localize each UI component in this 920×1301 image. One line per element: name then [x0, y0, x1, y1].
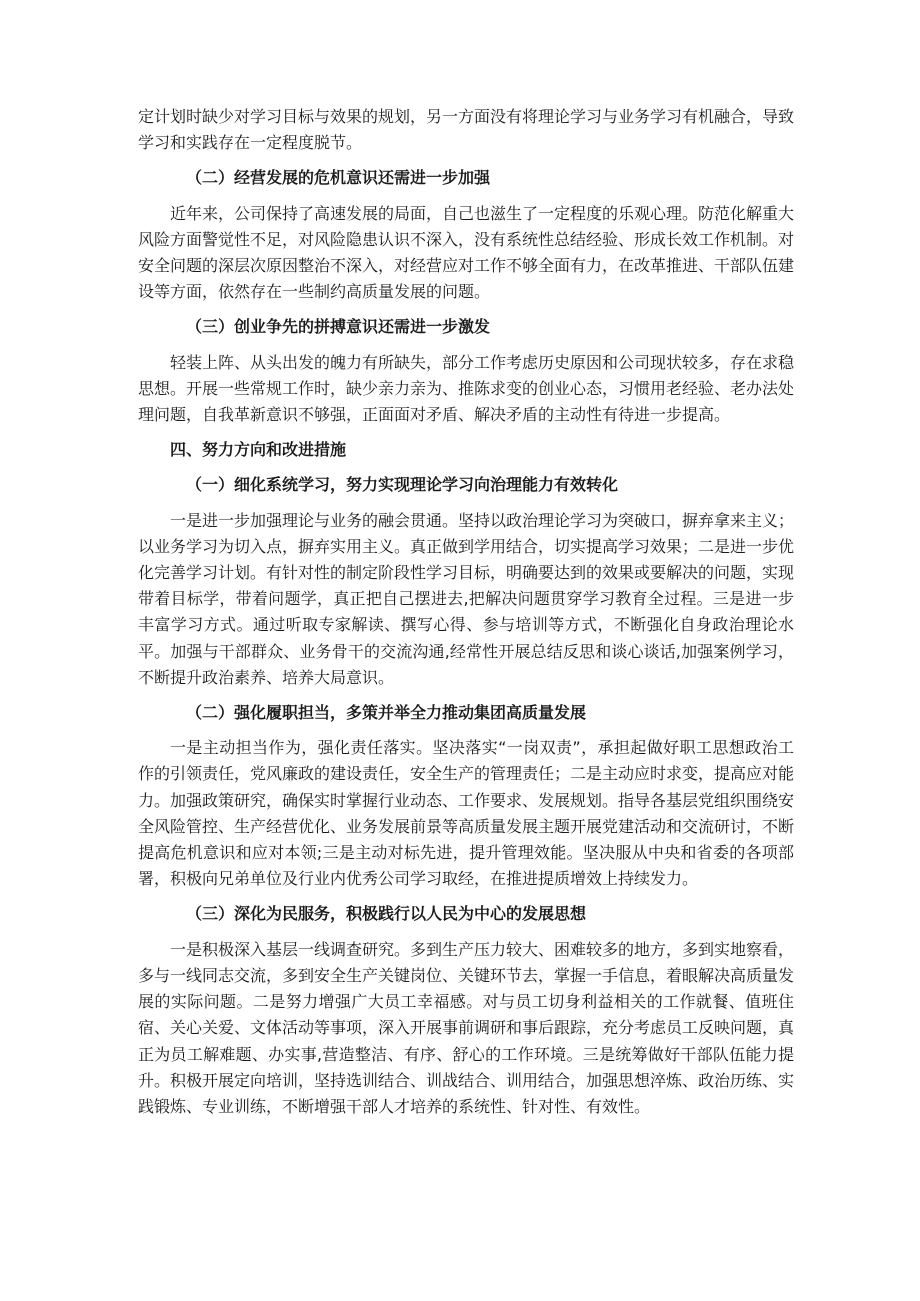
paragraph-continuation: 定计划时缺少对学习目标与效果的规划，另一方面没有将理论学习与业务学习有机融合，导致学习和实践存在一定程度脱节。 — [138, 107, 795, 153]
paragraph-sec3-3: 轻装上阵、从头出发的魄力有所缺失，部分工作考虑历史原因和公司现状较多，存在求稳思想。开展一些常规工作时，缺少亲力亲为、推陈求变的创业心态，习惯用老经验、老办法处理问题，自我革新意识不够强，正面面对矛盾、解决矛盾的主动性有待进一步提高。 — [138, 352, 795, 425]
paragraph-sec4-3: 一是积极深入基层一线调查研究。多到生产压力较大、困难较多的地方，多到实地察看，多与一线同志交流，多到安全生产关键岗位、关键环节去，掌握一手信息，着眼解决高质量发展的实际问题。二是努力增强广大员工幸福感。对与员工切身利益相关的工作就餐、值班住宿、关心关爱、文体活动等事项，深入开展事前调研和事后跟踪，充分考虑员工反映问题，真正为员工解难题、办实事,营造整洁、有序、舒心的工作环境。三是统筹做好干部队伍能力提升。积极开展定向培训，坚持选训结合、训战结合、训用结合，加强思想淬炼、政治历练、实践锻炼、专业训练，不断增强干部人才培养的系统性、针对性、有效性。 — [138, 939, 795, 1116]
heading-sec4-3: （三）深化为民服务，积极践行以人民为中心的发展思想 — [186, 904, 587, 924]
paragraph-sec3-2: 近年来，公司保持了高速发展的局面，自己也滋生了一定程度的乐观心理。防范化解重大风险方面警觉性不足，对风险隐患认识不深入，没有系统性总结经验、形成长效工作机制。对安全问题的深层次原因整治不深入，对经营应对工作不够全面有力，在改革推进、干部队伍建设等方面，依然存在一些制约高质量发展的问题。 — [138, 203, 795, 302]
document-body — [138, 104, 794, 1129]
paragraph-sec4-1: 一是进一步加强理论与业务的融会贯通。坚持以政治理论学习为突破口，摒弃拿来主义；以业务学习为切入点，摒弃实用主义。真正做到学用结合，切实提高学习效果；二是进一步优化完善学习计划。有针对性的制定阶段性学习目标，明确要达到的效果或要解决的问题，实现带着目标学，带着问题学，真正把自己摆进去,把解决问题贯穿学习教育全过程。三是进一步丰富学习方式。通过听取专家解读、撰写心得、参与培训等方式，不断强化自身政治理论水平。加强与干部群众、业务骨干的交流沟通,经常性开展总结反思和谈心谈话,加强案例学习，不断提升政治素养、培养大局意识。 — [138, 510, 795, 687]
paragraph-sec4-2: 一是主动担当作为，强化责任落实。坚决落实“一岗双责”，承担起做好职工思想政治工作的引领责任，党风廉政的建设责任，安全生产的管理责任；二是主动应时求变，提高应对能力。加强政策研究，确保实时掌握行业动态、工作要求、发展规划。指导各基层党组织围绕安全风险管控、生产经营优化、业务发展前景等高质量发展主题开展党建活动和交流研讨，不断提高危机意识和应对本领;三是主动对标先进，提升管理效能。坚决服从中央和省委的各项部署，积极向兄弟单位及行业内优秀公司学习取经，在推进提质增效上持续发力。 — [138, 738, 795, 889]
heading-sec3-2: （二）经营发展的危机意识还需进一步加强 — [186, 168, 491, 188]
heading-sec4: 四、努力方向和改进措施 — [170, 440, 347, 460]
heading-sec3-3: （三）创业争先的拼搏意识还需进一步激发 — [186, 317, 491, 337]
heading-sec4-1: （一）细化系统学习，努力实现理论学习向治理能力有效转化 — [186, 475, 619, 495]
heading-sec4-2: （二）强化履职担当，多策并举全力推动集团高质量发展 — [186, 703, 587, 723]
